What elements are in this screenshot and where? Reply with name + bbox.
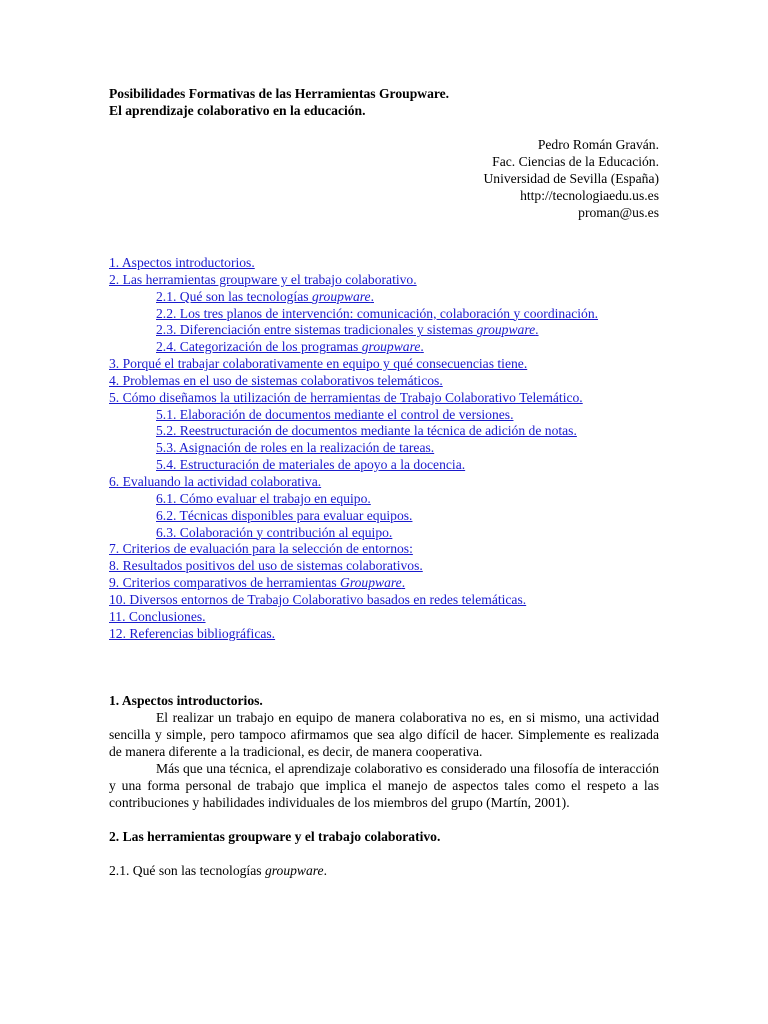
toc-link-text: 12. Referencias bibliográficas.: [109, 625, 276, 641]
toc-item: [109, 407, 659, 424]
section-2-1-emphasis: groupware: [264, 863, 324, 879]
toc-link-text: 5.4. Estructuración de materiales de apoyo a la docencia.: [156, 457, 466, 473]
table-of-contents: [109, 255, 659, 642]
toc-link[interactable]: [156, 457, 465, 472]
toc-link[interactable]: [109, 255, 255, 270]
toc-link-text: 5.2. Reestructuración de documentos mediante la técnica de adición de notas.: [156, 423, 577, 439]
section-2-1-suffix: .: [323, 863, 327, 879]
toc-link[interactable]: [109, 626, 275, 641]
toc-link-text: 1. Aspectos introductorios.: [109, 255, 255, 270]
toc-link-text: 2.1. Qué son las tecnologías: [156, 288, 312, 304]
toc-link-suffix: .: [535, 322, 539, 338]
toc-link-text: 7. Criterios de evaluación para la selección de entornos:: [109, 541, 413, 557]
toc-link-text: 2. Las herramientas groupware y el trabajo colaborativo.: [109, 271, 417, 287]
section-2-1-prefix: 2.1. Qué son las tecnologías: [109, 863, 265, 879]
author-url: http://tecnologiaedu.us.es: [520, 188, 659, 203]
document-page: [109, 85, 659, 879]
toc-link[interactable]: [109, 474, 321, 489]
toc-link[interactable]: [156, 407, 513, 422]
toc-item: [109, 272, 659, 289]
toc-item: [109, 609, 659, 626]
toc-item: [109, 474, 659, 491]
toc-item: [109, 626, 659, 643]
toc-link-text: 5.1. Elaboración de documentos mediante el control de versiones.: [156, 406, 514, 422]
toc-link-suffix: .: [420, 339, 424, 355]
toc-link-text: 2.4. Categorización de los programas: [156, 339, 362, 355]
toc-link-text: 4. Problemas en el uso de sistemas colaborativos telemáticos.: [109, 372, 443, 388]
toc-link[interactable]: [156, 322, 539, 337]
toc-item: [109, 306, 659, 323]
toc-link[interactable]: [156, 289, 374, 304]
title-line-1: Posibilidades Formativas de las Herramientas Groupware.: [109, 86, 450, 101]
toc-item: [109, 525, 659, 542]
toc-link-emphasis: groupware: [476, 322, 536, 338]
section-2-heading: 2. Las herramientas groupware y el trabajo colaborativo.: [109, 829, 441, 845]
toc-link-text: 6.2. Técnicas disponibles para evaluar equipos.: [156, 507, 413, 523]
toc-link-text: 3. Porqué el trabajar colaborativamente en equipo y qué consecuencias tiene.: [109, 356, 528, 372]
toc-link[interactable]: [109, 575, 405, 590]
section-1-paragraph-2: Más que una técnica, el aprendizaje colaborativo es considerado una filosofía de interacción y una forma personal de trabajo que implica el manejo de aspectos tales como el respeto a las contribuciones y habilidades individuales de los miembros del grupo (Martín, 2001).: [109, 761, 659, 811]
toc-link-emphasis: groupware: [361, 339, 421, 355]
toc-link[interactable]: [109, 356, 527, 371]
toc-link[interactable]: [109, 373, 443, 388]
toc-link-text: 2.3. Diferenciación entre sistemas tradicionales y sistemas: [156, 322, 477, 338]
author-name: Pedro Román Graván.: [537, 137, 659, 152]
toc-link-text: 6. Evaluando la actividad colaborativa.: [109, 473, 322, 489]
toc-item: [109, 558, 659, 575]
toc-link-text: 9. Criterios comparativos de herramientas: [109, 575, 341, 591]
toc-link-text: 2.2. Los tres planos de intervención: comunicación, colaboración y coordinación.: [156, 305, 599, 321]
toc-item: [109, 457, 659, 474]
toc-link-text: 6.1. Cómo evaluar el trabajo en equipo.: [156, 490, 371, 506]
toc-item: [109, 390, 659, 407]
toc-item: [109, 373, 659, 390]
toc-link[interactable]: [156, 491, 371, 506]
section-2-1-heading: [109, 862, 659, 879]
toc-link-text: 8. Resultados positivos del uso de sistemas colaborativos.: [109, 558, 423, 574]
toc-link[interactable]: [109, 272, 417, 287]
author-email: proman@us.es: [578, 205, 659, 220]
author-faculty: Fac. Ciencias de la Educación.: [492, 154, 659, 169]
toc-item: [109, 440, 659, 457]
toc-link-text: 10. Diversos entornos de Trabajo Colaborativo basados en redes telemáticas.: [109, 591, 527, 607]
toc-item: [109, 575, 659, 592]
toc-link[interactable]: [109, 592, 526, 607]
toc-item: [109, 356, 659, 373]
toc-link-suffix: .: [401, 575, 406, 591]
toc-item: [109, 255, 659, 272]
toc-link[interactable]: [156, 339, 424, 354]
toc-link[interactable]: [109, 390, 583, 405]
document-title: [109, 85, 659, 119]
toc-link-emphasis: Groupware: [340, 575, 402, 591]
toc-link[interactable]: [109, 541, 413, 556]
toc-link[interactable]: [156, 423, 577, 438]
toc-item: [109, 592, 659, 609]
toc-link[interactable]: [156, 525, 392, 540]
toc-item: [109, 491, 659, 508]
toc-link-text: 6.3. Colaboración y contribución al equipo.: [156, 524, 393, 540]
toc-item: [109, 322, 659, 339]
toc-link[interactable]: [109, 558, 423, 573]
toc-link-emphasis: groupware: [311, 288, 371, 304]
toc-link[interactable]: [156, 508, 412, 523]
toc-item: [109, 289, 659, 306]
toc-link[interactable]: [156, 306, 598, 321]
toc-item: [109, 541, 659, 558]
toc-link-text: 5. Cómo diseñamos la utilización de herramientas de Trabajo Colaborativo Telemático.: [109, 389, 583, 405]
title-line-2: El aprendizaje colaborativo en la educación.: [109, 103, 366, 118]
toc-item: [109, 508, 659, 525]
toc-item: [109, 423, 659, 440]
toc-link-text: 11. Conclusiones.: [109, 608, 206, 624]
section-1-paragraph-1: El realizar un trabajo en equipo de manera colaborativa no es, en si mismo, una actividad sencilla y simple, pero tampoco afirmamos que sea algo difícil de hacer. Simplemente es realizada de manera diferente a la tradicional, es decir, de manera cooperativa.: [109, 710, 659, 760]
author-university: Universidad de Sevilla (España): [483, 171, 659, 186]
author-block: [109, 136, 659, 221]
section-1-heading: 1. Aspectos introductorios.: [109, 693, 263, 709]
toc-link[interactable]: [156, 440, 434, 455]
toc-link[interactable]: [109, 609, 206, 624]
toc-link-text: 5.3. Asignación de roles en la realización de tareas.: [156, 440, 435, 456]
toc-item: [109, 339, 659, 356]
toc-link-suffix: .: [370, 288, 374, 304]
